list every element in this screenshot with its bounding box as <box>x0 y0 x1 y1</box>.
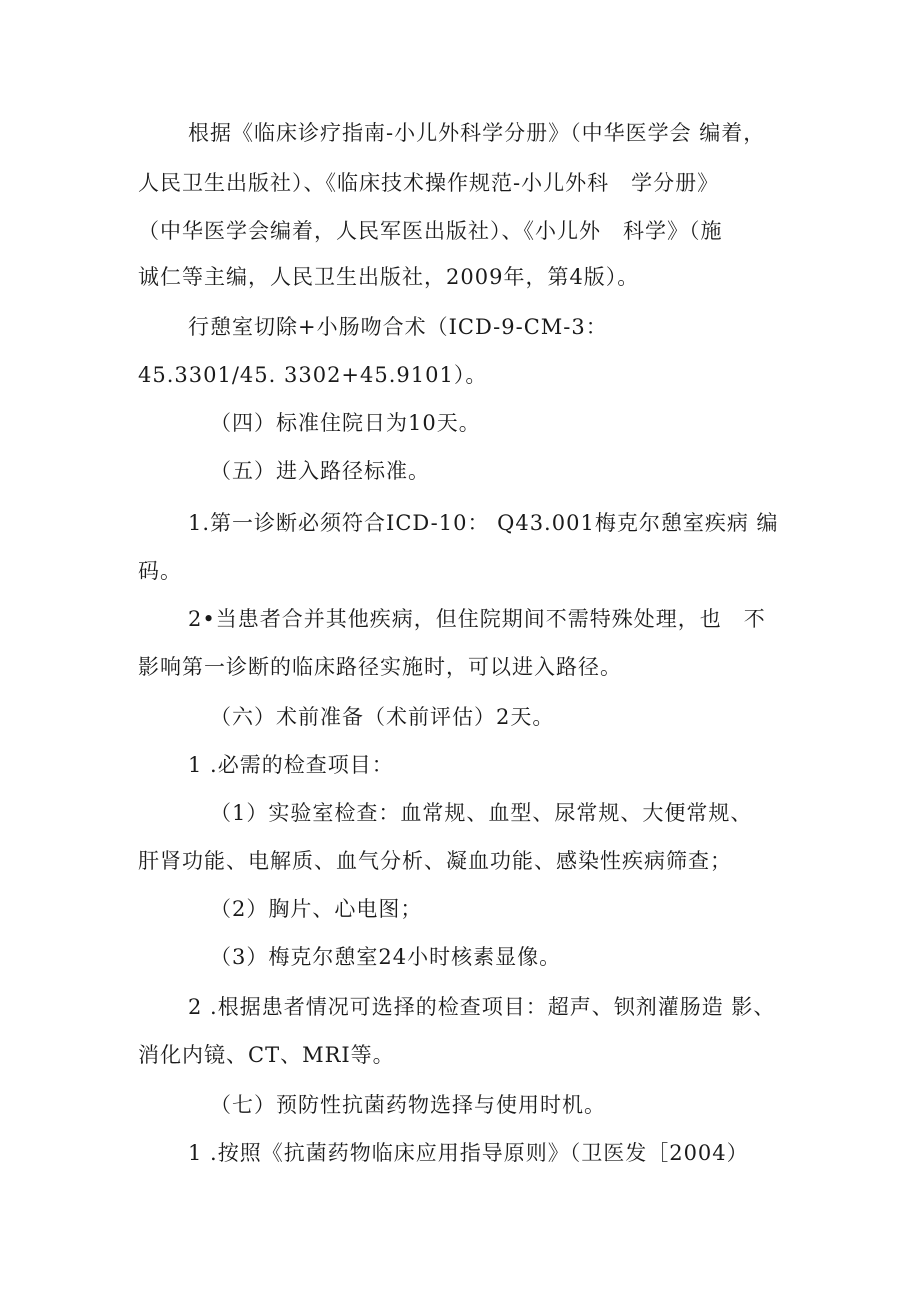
text-line: （3）梅克尔憩室24小时核素显像。 <box>210 945 562 969</box>
text-line: 肝肾功能、电解质、血气分析、凝血功能、感染性疾病筛查； <box>138 849 732 873</box>
text-line: （1）实验室检查：血常规、血型、尿常规、大便常规、 <box>210 801 753 825</box>
text-line: 2•当患者合并其他疾病，但住院期间不需特殊处理，也 不 <box>188 607 766 631</box>
section-heading: （六）术前准备（术前评估）2天。 <box>210 705 555 729</box>
section-heading: （七）预防性抗菌药物选择与使用时机。 <box>210 1093 606 1117</box>
text-line: （中华医学会编着，人民军医出版社）、《小儿外 科学》（施 <box>138 219 723 243</box>
text-line: 1.第一诊断必须符合ICD-10： Q43.001梅克尔憩室疾病 编 <box>188 511 779 535</box>
text-line: 人民卫生出版社）、《临床技术操作规范-小儿外科 学分册》 <box>138 171 720 195</box>
text-line: （2）胸片、心电图； <box>210 897 423 921</box>
text-line: 45.3301/45. 3302+45.9101）。 <box>138 363 488 387</box>
text-line: 根据《临床诊疗指南-小儿外科学分册》（中华医学会 编着， <box>188 121 766 145</box>
text-line: 1 .必需的检查项目： <box>188 753 394 777</box>
text-line: 影响第一诊断的临床路径实施时，可以进入路径。 <box>138 655 622 679</box>
text-line: 诚仁等主编，人民卫生出版社，2009年，第4版）。 <box>138 265 640 289</box>
text-line: 码。 <box>138 559 182 583</box>
text-line: 1 .按照《抗菌药物临床应用指导原则》（卫医发［2004） <box>188 1141 749 1165</box>
section-heading: （五）进入路径标准。 <box>210 459 430 483</box>
text-line: 行憩室切除+小肠吻合术（ICD-9-CM-3： <box>188 315 608 339</box>
text-line: 消化内镜、CT、MRI等。 <box>138 1043 395 1067</box>
text-line: 2 .根据患者情况可选择的检查项目：超声、钡剂灌肠造 影、 <box>188 995 776 1019</box>
section-heading: （四）标准住院日为10天。 <box>210 411 481 435</box>
